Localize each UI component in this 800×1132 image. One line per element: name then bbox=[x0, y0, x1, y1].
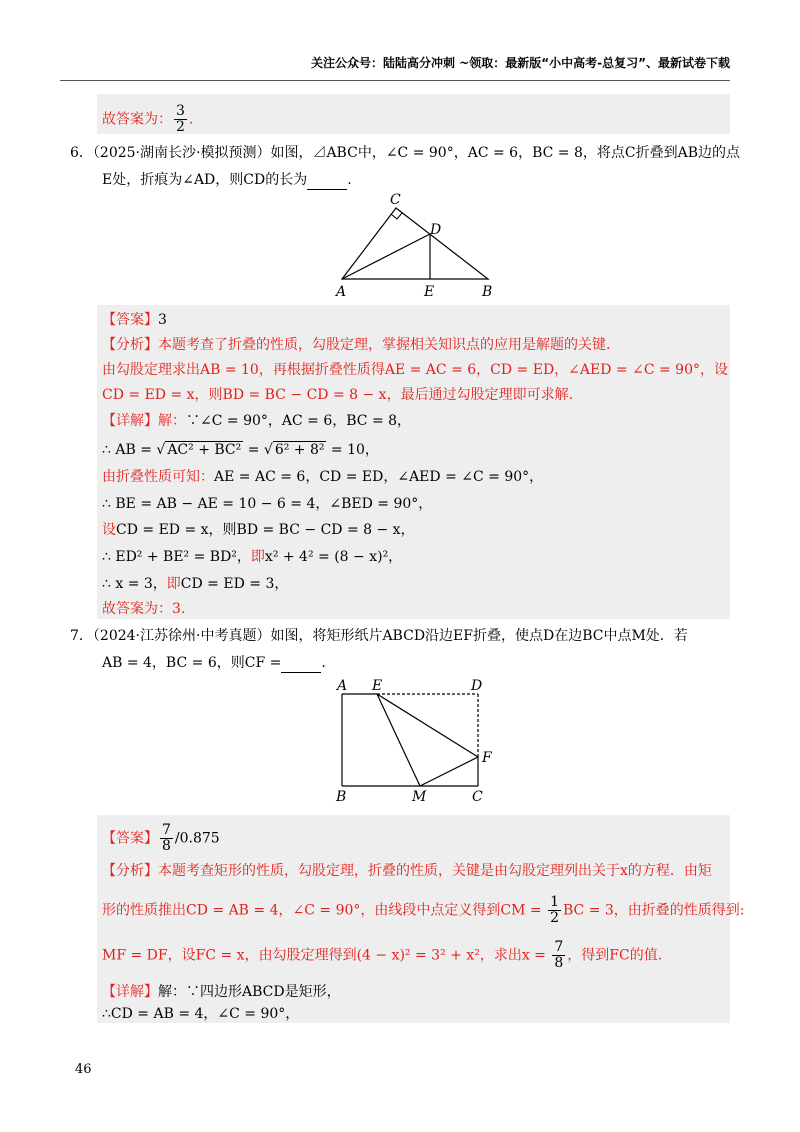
label-a: A bbox=[337, 678, 348, 694]
label-d: D bbox=[471, 678, 483, 694]
prev-answer-line: 故答案为： $\frac{3}{2}$ . bbox=[102, 103, 194, 135]
q6-detail-3: 由折叠性质可知：AE = AC = 6，CD = ED，∠AED = ∠C = 90°， bbox=[102, 469, 544, 485]
q7-line-1: 7．（2024·江苏徐州·中考真题）如图，将矩形纸片ABCD沿边EF折叠，使点D在边BC中点M处．若 bbox=[70, 628, 688, 644]
q7-number: 7． bbox=[70, 628, 93, 644]
q6-detail-8: 故答案为：3. bbox=[102, 601, 186, 617]
q6-detail-6: ∴ ED² + BE² = BD²，即x² + 4² = (8 − x)²， bbox=[102, 549, 403, 565]
q6-figure bbox=[0, 192, 800, 302]
q6-line-1: 6．（2025·湖南长沙·模拟预测）如图，⊿ABC中，∠C = 90°，AC = 6，BC = 8，将点C折叠到AB边的点 bbox=[70, 145, 740, 161]
q7-detail-2: ∴CD = AB = 4，∠C = 90°， bbox=[102, 1006, 300, 1022]
label-m: M bbox=[412, 789, 427, 805]
label-c: C bbox=[390, 192, 401, 208]
q6-analysis-2: 由勾股定理求出AB = 10，再根据折叠性质得AE = AC = 6，CD = ED，∠AED = ∠C = 90°，设 bbox=[102, 362, 728, 378]
q6-detail-5: 设CD = ED = x，则BD = BC − CD = 8 − x， bbox=[102, 522, 415, 538]
q6-answer: 【答案】3 bbox=[102, 312, 167, 328]
q6-blank bbox=[307, 175, 347, 190]
segment-mf bbox=[420, 757, 478, 786]
header-rule bbox=[60, 80, 730, 81]
label-a: A bbox=[336, 284, 347, 300]
q6-detail-1: 【详解】解：∵∠C = 90°，AC = 6，BC = 8， bbox=[102, 413, 412, 429]
page-number: 46 bbox=[75, 1062, 92, 1077]
label-d: D bbox=[430, 222, 442, 238]
q7-analysis-2: 形的性质推出CD = AB = 4，∠C = 90°，由线段中点定义得到CM = $\frac{1}{2}$ BC = 3，由折叠的性质得到: bbox=[102, 894, 745, 926]
q7-line-2: AB = 4，BC = 6，则CF = . bbox=[102, 655, 326, 671]
q7-blank bbox=[281, 658, 321, 673]
q6-detail-2: ∴ AB = √ AC² + BC² = √ 6² + 8² = 10， bbox=[102, 442, 379, 458]
q6-detail-4: ∴ BE = AB − AE = 10 − 6 = 4，∠BED = 90°， bbox=[102, 496, 433, 512]
q7-answer: 【答案】 $\frac{7}{8}$ /0.875 bbox=[102, 822, 220, 854]
label-f: F bbox=[482, 750, 492, 766]
label-b: B bbox=[336, 789, 347, 805]
q6-analysis-1: 【分析】本题考查了折叠的性质，勾股定理，掌握相关知识点的应用是解题的关键. bbox=[102, 337, 611, 353]
fold-line-ad bbox=[342, 234, 430, 279]
label-e: E bbox=[372, 678, 383, 694]
q7-figure bbox=[0, 676, 800, 806]
label-c: C bbox=[472, 789, 483, 805]
q6-number: 6． bbox=[70, 145, 93, 161]
page-header: 关注公众号：陆陆高分冲刺 ~领取：最新版“小中高考-总复习”、最新试卷下载 bbox=[311, 56, 730, 70]
label-e: E bbox=[424, 284, 435, 300]
q6-analysis-3: CD = ED = x，则BD = BC − CD = 8 − x，最后通过勾股定理即可求解. bbox=[102, 387, 574, 403]
q6-line-2: E处，折痕为∠AD，则CD的长为 . bbox=[102, 172, 352, 188]
q7-analysis-1: 【分析】本题考查矩形的性质，勾股定理，折叠的性质，关键是由勾股定理列出关于x的方程．由矩 bbox=[102, 863, 712, 879]
label-b: B bbox=[482, 284, 493, 300]
q7-detail-1: 【详解】解：∵四边形ABCD是矩形， bbox=[102, 984, 341, 1000]
right-angle-mark bbox=[391, 213, 402, 219]
q6-detail-7: ∴ x = 3，即CD = ED = 3， bbox=[102, 576, 289, 592]
q7-analysis-3: MF = DF，设FC = x，由勾股定理得到(4 − x)² = 3² + x²，求出x = $\frac{7}{8}$ ，得到FC的值. bbox=[102, 939, 663, 971]
